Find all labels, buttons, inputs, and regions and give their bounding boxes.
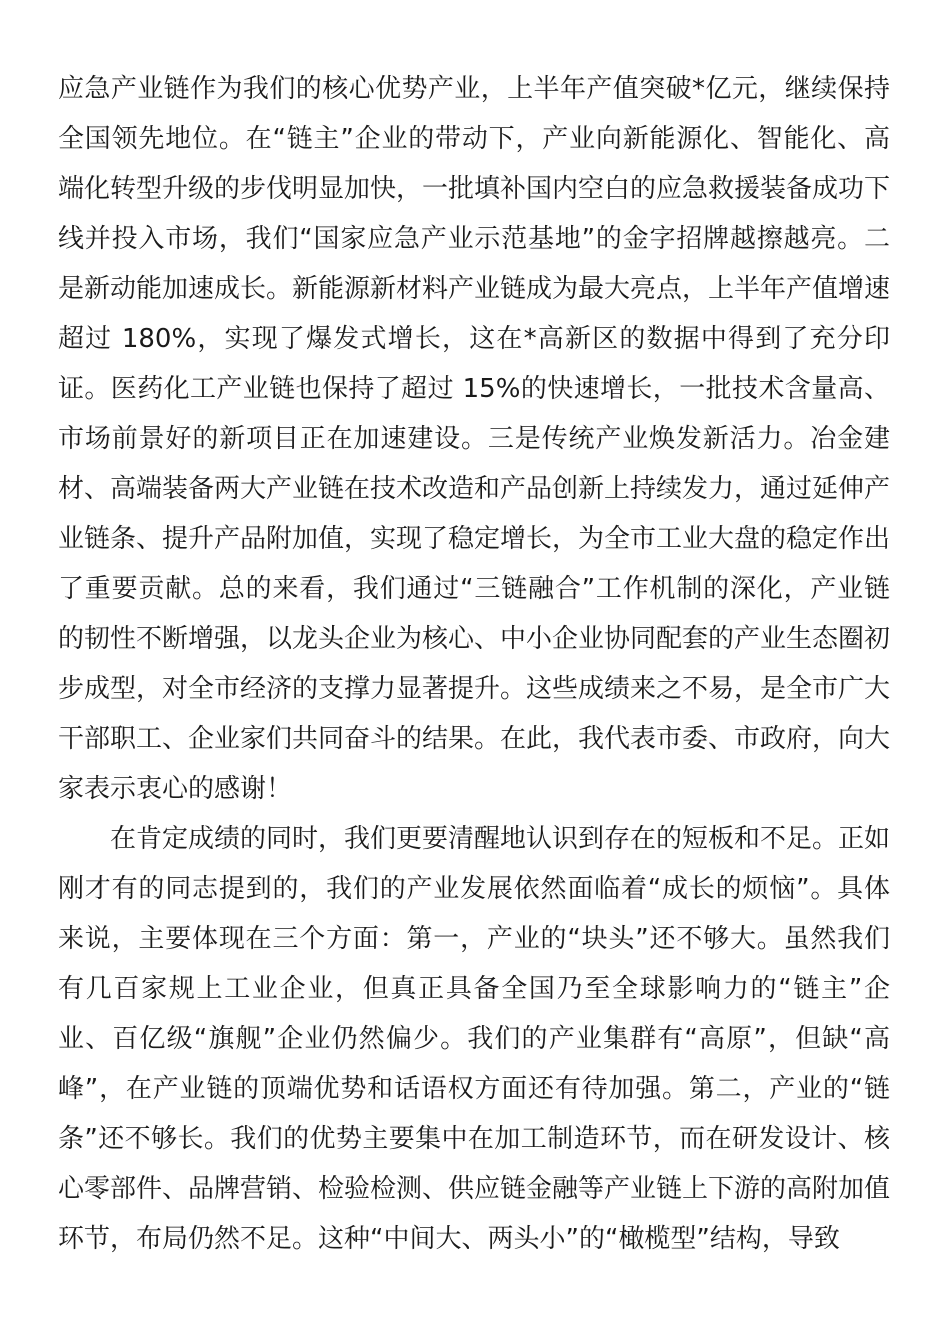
body-text bbox=[58, 64, 890, 1264]
paragraph-1: 应急产业链作为我们的核心优势产业，上半年产值突破*亿元，继续保持全国领先地位。在“链主”企业的带动下，产业向新能源化、智能化、高端化转型升级的步伐明显加快，一批填补国内空白的应急救援装备成功下线并投入市场，我们“国家应急产业示范基地”的金字招牌越擦越亮。二是新动能加速成长。新能源新材料产业链成为最大亮点，上半年产值增速超过 180%，实现了爆发式增长，这在*高新区的数据中得到了充分印证。医药化工产业链也保持了超过 15%的快速增长，一批技术含量高、市场前景好的新项目正在加速建设。三是传统产业焕发新活力。冶金建材、高端装备两大产业链在技术改造和产品创新上持续发力，通过延伸产业链条、提升产品附加值，实现了稳定增长，为全市工业大盘的稳定作出了重要贡献。总的来看，我们通过“三链融合”工作机制的深化，产业链的韧性不断增强，以龙头企业为核心、中小企业协同配套的产业生态圈初步成型，对全市经济的支撑力显著提升。这些成绩来之不易，是全市广大干部职工、企业家们共同奋斗的结果。在此，我代表市委、市政府，向大家表示衷心的感谢！ bbox=[58, 74, 891, 804]
paragraph-2: 在肯定成绩的同时，我们更要清醒地认识到存在的短板和不足。正如刚才有的同志提到的，我们的产业发展依然面临着“成长的烦恼”。具体来说，主要体现在三个方面：第一，产业的“块头”还不够大。虽然我们有几百家规上工业企业，但真正具备全国乃至全球影响力的“链主”企业、百亿级“旗舰”企业仍然偏少。我们的产业集群有“高原”，但缺“高峰”，在产业链的顶端优势和话语权方面还有待加强。第二，产业的“链条”还不够长。我们的优势主要集中在加工制造环节，而在研发设计、核心零部件、品牌营销、检验检测、供应链金融等产业链上下游的高附加值环节，布局仍然不足。这种“中间大、两头小”的“橄榄型”结构，导致 bbox=[58, 824, 891, 1254]
